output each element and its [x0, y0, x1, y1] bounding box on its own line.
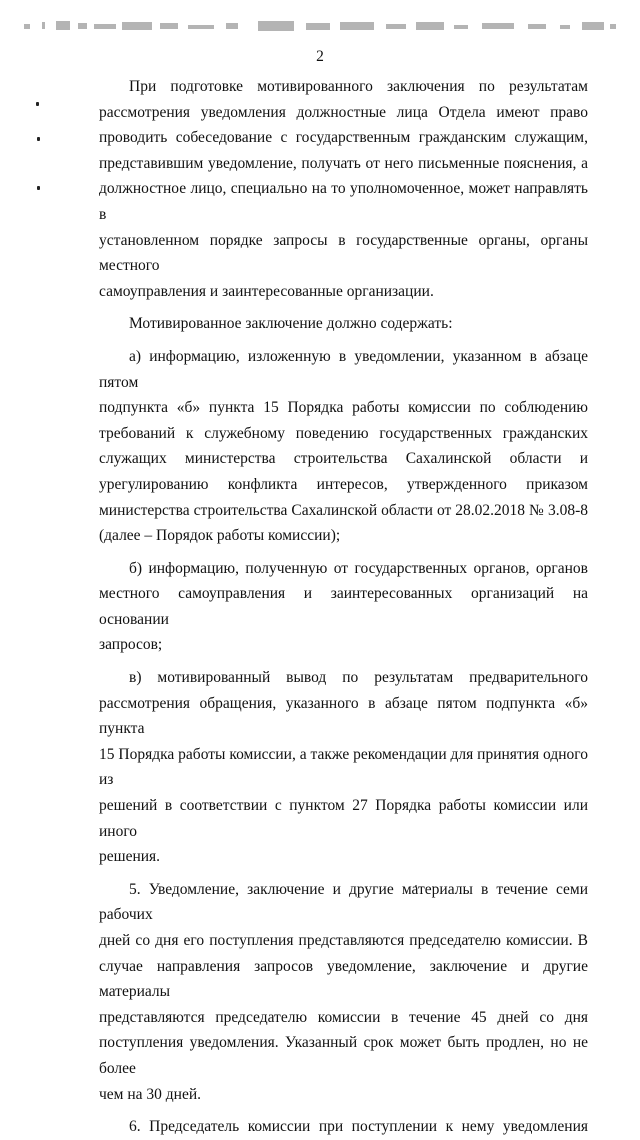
paragraph-line: поступления уведомления. Указанный срок может быть продлен, но не более	[99, 1034, 588, 1077]
paragraph-line: рассмотрения обращения, указанного в абзаце пятом подпункта «б» пункта	[99, 694, 588, 738]
paragraph-line: чем на 30 дней.	[99, 1085, 202, 1103]
paragraph-line: служащих министерства строительства Сахалинской области и	[99, 450, 588, 468]
paragraph-line: представившим уведомление, получать от него письменные пояснения, а	[99, 154, 588, 172]
paragraph-line: требований к служебному поведению государственных гражданских	[99, 424, 588, 442]
document-body	[99, 74, 588, 1140]
margin-mark	[37, 137, 40, 141]
paragraph-line: проводить собеседование с государственным гражданским служащим,	[99, 129, 588, 147]
paragraph-line: Мотивированное заключение должно содержать:	[129, 315, 453, 333]
scan-header-noise	[14, 16, 626, 40]
paragraph-line: министерства строительства Сахалинской области от 28.02.2018 № 3.08-8	[99, 501, 588, 519]
paragraph-line: самоуправления и заинтересованные организации.	[99, 282, 434, 300]
paragraph-line: дней со дня его поступления представляются председателю комиссии. В	[99, 932, 588, 949]
paragraph	[99, 74, 588, 304]
paragraph-line: 6. Председатель комиссии при поступлении к нему уведомления	[129, 1118, 588, 1136]
paragraph-line: запросов;	[99, 636, 163, 654]
paragraph-line: представляются председателю комиссии в течение 45 дней со дня	[99, 1008, 588, 1026]
margin-mark	[37, 186, 40, 190]
margin-mark	[36, 102, 39, 106]
paragraph	[99, 556, 588, 658]
page-number: 2	[316, 48, 324, 65]
paragraph	[99, 665, 588, 870]
paragraph-line: б) информацию, полученную от государственных органов, органов	[129, 559, 588, 577]
paragraph-line: (далее – Порядок работы комиссии);	[99, 527, 341, 545]
paragraph-line: урегулированию конфликта интересов, утвержденного приказом	[99, 475, 588, 493]
paragraph-line: подпункта «б» пункта 15 Порядка работы комиссии по соблюдению	[99, 399, 588, 417]
paragraph	[99, 311, 588, 337]
paragraph-line: рассмотрения уведомления должностные лица Отдела имеют право	[99, 103, 588, 121]
paragraph-line: а) информацию, изложенную в уведомлении, указанном в абзаце пятом	[99, 347, 588, 391]
paragraph-line: должностное лицо, специально на то уполномоченное, может направлять в	[99, 180, 588, 223]
paragraph-line: При подготовке мотивированного заключения по результатам	[129, 78, 588, 95]
paragraph-line: местного самоуправления и заинтересованных организаций на основании	[99, 585, 588, 628]
paragraph	[99, 1114, 588, 1140]
paragraph-line: 15 Порядка работы комиссии, а также рекомендации для принятия одного из	[99, 745, 588, 789]
paragraph	[99, 344, 588, 549]
paragraph-line: 5. Уведомление, заключение и другие материалы в течение семи рабочих	[99, 880, 588, 924]
paragraph-line: установленном порядке запросы в государственные органы, органы местного	[99, 231, 588, 275]
paragraph-line: решений в соответствии с пунктом 27 Порядка работы комиссии или иного	[99, 797, 588, 840]
paragraph-line: решения.	[99, 848, 161, 866]
paragraph	[99, 877, 588, 1107]
paragraph-line: в) мотивированный вывод по результатам предварительного	[129, 669, 588, 687]
paragraph-line: случае направления запросов уведомление, заключение и другие материалы	[99, 957, 588, 1001]
